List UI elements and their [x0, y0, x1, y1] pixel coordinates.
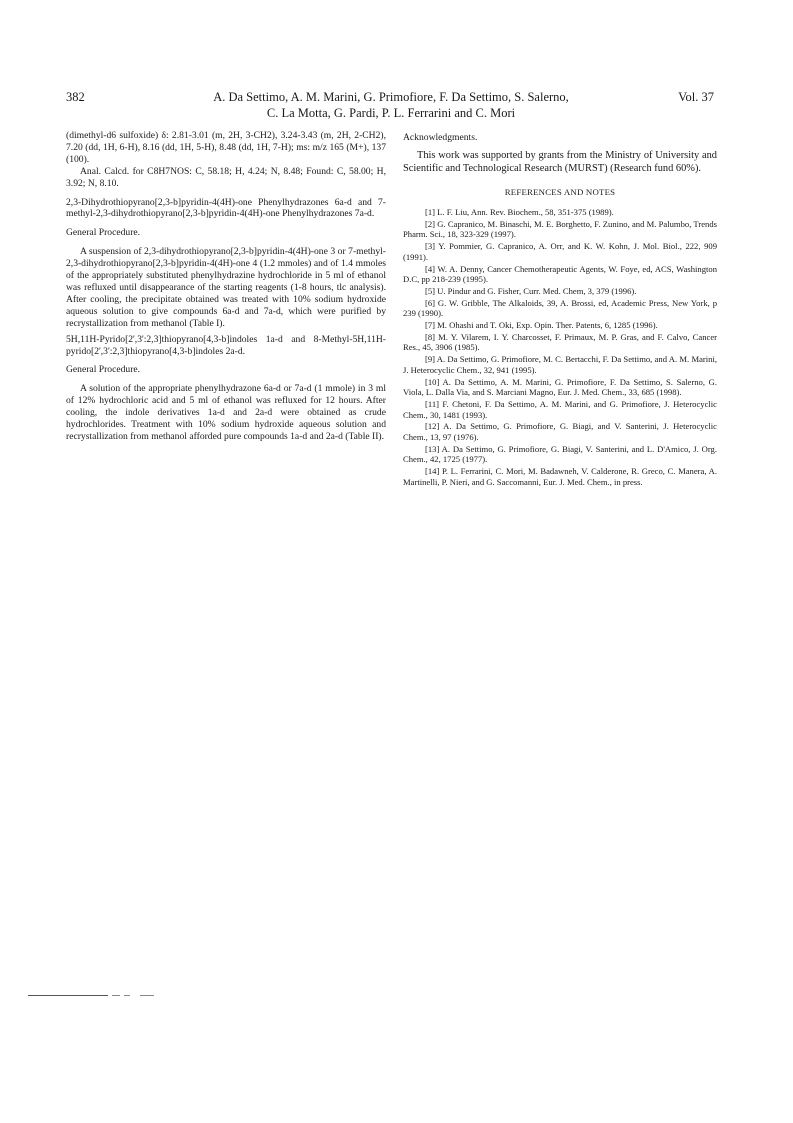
section-heading-phenylhydrazones: 2,3-Dihydrothiopyrano[2,3-b]pyridin-4(4H)-one Phenylhydrazones 6a-d and 7-methyl-2,3-dihydrothiopyrano[2,3-b]pyridin-4(4H)-one Phenylhydrazones 7a-d.	[66, 196, 386, 220]
footer-rule-dash	[140, 995, 154, 996]
reference-item: [12] A. Da Settimo, G. Primofiore, G. Biagi, and V. Santerini, J. Heterocyclic Chem., 13, 97 (1976).	[403, 421, 717, 443]
reference-item: [4] W. A. Denny, Cancer Chemotherapeutic Agents, W. Foye, ed, ACS, Washington D.C, pp 218-239 (1995).	[403, 263, 717, 285]
reference-item: [9] A. Da Settimo, G. Primofiore, M. C. Bertacchi, F. Da Settimo, and A. M. Marini, J. Heterocyclic Chem., 32, 941 (1995).	[403, 354, 717, 375]
reference-item: [5] U. Pindur and G. Fisher, Curr. Med. Chem, 3, 379 (1996).	[425, 285, 637, 296]
page-number: 382	[66, 90, 85, 104]
general-procedure-label-1: General Procedure.	[66, 227, 141, 239]
general-procedure-label-2: General Procedure.	[66, 364, 141, 376]
reference-item: [13] A. Da Settimo, G. Primofiore, G. Biagi, V. Santerini, and L. D'Amico, J. Org. Chem., 42, 1725 (1977).	[403, 443, 717, 465]
reference-item: [8] M. Y. Vilarem, I. Y. Charcosset, F. Primaux, M. P. Gras, and F. Calvo, Cancer Res., 45, 3906 (1985).	[403, 331, 717, 353]
procedure-paragraph-2: A solution of the appropriate phenylhydrazone 6a-d or 7a-d (1 mmole) in 3 ml of 12% hydrochloric acid and 5 ml of ethanol was refluxed for 12 hours. After cooling, the indole derivatives 1a-d and 2a-d were obtained as crude hydrochlorides. Treatment with 10% sodium hydroxide aqueous solution and recrystallization from methanol afforded pure compounds 1a-d and 2a-d (Table II).	[66, 383, 386, 442]
reference-item: [14] P. L. Ferrarini, C. Mori, M. Badawneh, V. Calderone, R. Greco, C. Manera, A. Martinelli, P. Nieri, and G. Saccomanni, Eur. J. Med. Chem., in press.	[403, 466, 717, 487]
footer-rule-dash	[112, 995, 120, 996]
nmr-data-paragraph: (dimethyl-d6 sulfoxide) δ: 2.81-3.01 (m, 2H, 3-CH2), 3.24-3.43 (m, 2H, 2-CH2), 7.20 (dd, 1H, 6-H), 8.16 (dd, 1H, 5-H), 8.48 (dd, 1H, 7-H); ms: m/z 165 (M+), 137 (100).	[66, 130, 386, 165]
reference-item: [3] Y. Pommier, G. Capranico, A. Orr, and K. W. Kohn, J. Mol. Biol., 222, 909 (1991).	[403, 241, 717, 262]
reference-item: [6] G. W. Gribble, The Alkaloids, 39, A. Brossi, ed, Academic Press, New York, p 239 (1990).	[403, 297, 717, 319]
reference-item: [11] F. Chetoni, F. Da Settimo, A. M. Marini, and G. Primofiore, J. Heterocyclic Chem., 30, 1481 (1993).	[403, 398, 717, 420]
analysis-paragraph: Anal. Calcd. for C8H7NOS: C, 58.18; H, 4.24; N, 8.48; Found: C, 58.00; H, 3.92; N, 8.10.	[66, 165, 386, 189]
reference-item: [2] G. Capranico, M. Binaschi, M. E. Borghetto, F. Zunino, and M. Palumbo, Trends Pharm. Sci., 18, 323-329 (1997).	[403, 218, 717, 240]
authors-line-1: A. Da Settimo, A. M. Marini, G. Primofiore, F. Da Settimo, S. Salerno,	[213, 90, 569, 104]
reference-item: [10] A. Da Settimo, A. M. Marini, G. Primofiore, F. Da Settimo, S. Salerno, G. Viola, L. Dalla Via, and S. Marciani Magno, Eur. J. Med. Chem., 33, 685 (1998).	[403, 376, 717, 398]
acknowledgments-body: This work was supported by grants from the Ministry of University and Scientific and Technological Research (MURST) (Research fund 60%).	[403, 149, 717, 174]
volume-label: Vol. 37	[678, 90, 714, 104]
reference-list	[403, 207, 717, 488]
references-heading: REFERENCES AND NOTES	[504, 187, 616, 198]
footer-rule	[28, 995, 108, 996]
section-heading-indoles: 5H,11H-Pyrido[2',3':2,3]thiopyrano[4,3-b]indoles 1a-d and 8-Methyl-5H,11H-pyrido[2',3':2,3]thiopyrano[4,3-b]indoles 2a-d.	[66, 333, 386, 357]
reference-item: [7] M. Ohashi and T. Oki, Exp. Opin. Ther. Patents, 6, 1285 (1996).	[425, 320, 658, 331]
left-column	[66, 130, 386, 443]
footer-rule-dash	[124, 995, 130, 996]
running-authors	[186, 89, 596, 121]
right-column	[403, 130, 717, 489]
reference-item: [1] L. F. Liu, Ann. Rev. Biochem., 58, 351-375 (1989).	[425, 207, 614, 217]
procedure-paragraph-1: A suspension of 2,3-dihydrothiopyrano[2,3-b]pyridin-4(4H)-one 3 or 7-methyl-2,3-dihydrothiopyrano[2,3-b]pyridin-4(4H)-one 4 (1.2 mmoles) and of 1.4 mmoles of the appropriately substituted phenylhydrazine hydrochloride in 5 ml of ethanol was refluxed until disappearance of the starting reagents (1-8 hours, tlc analysis). After cooling, the precipitate obtained was treated with 10% sodium hydroxide aqueous solution to give compounds 6a-d and 7a-d, which were purified by recrystallization from methanol (Table I).	[66, 246, 386, 329]
authors-line-2: C. La Motta, G. Pardi, P. L. Ferrarini and C. Mori	[266, 106, 516, 120]
acknowledgments-heading: Acknowledgments.	[403, 132, 478, 143]
